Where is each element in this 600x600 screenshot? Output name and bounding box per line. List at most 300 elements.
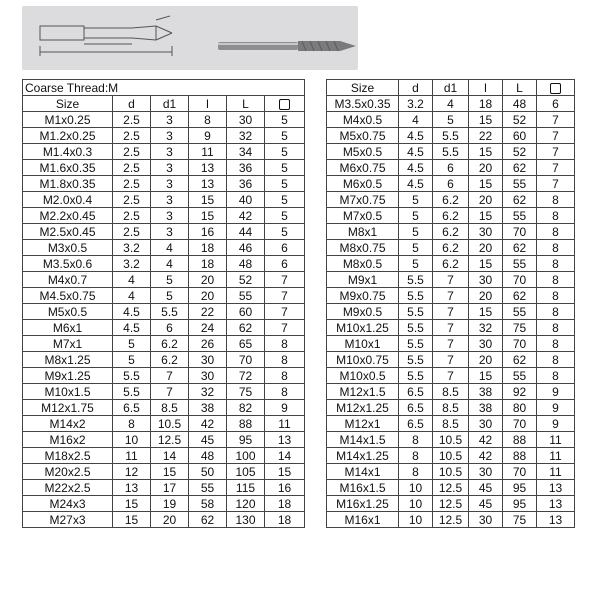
l-cell: 30 — [469, 224, 503, 240]
size-cell: M1.8x0.35 — [23, 176, 113, 192]
l-cell: 22 — [469, 128, 503, 144]
L-cell: 62 — [227, 320, 265, 336]
L-cell: 62 — [503, 240, 537, 256]
d-cell: 15 — [113, 512, 151, 528]
header-square — [265, 96, 305, 112]
table-row — [23, 400, 305, 416]
d1-cell: 15 — [151, 464, 189, 480]
square-cell: 18 — [265, 512, 305, 528]
d-cell: 2.5 — [113, 192, 151, 208]
L-cell: 75 — [503, 512, 537, 528]
square-cell: 6 — [265, 256, 305, 272]
square-cell: 6 — [537, 96, 575, 112]
table-row — [23, 304, 305, 320]
square-cell: 9 — [537, 416, 575, 432]
size-cell: M1.2x0.25 — [23, 128, 113, 144]
size-cell: M27x3 — [23, 512, 113, 528]
size-cell: M7x1 — [23, 336, 113, 352]
d-cell: 2.5 — [113, 144, 151, 160]
d-cell: 5.5 — [113, 368, 151, 384]
d-cell: 4 — [399, 112, 433, 128]
table-row — [23, 480, 305, 496]
coarse-thread-table — [22, 79, 305, 528]
square-cell: 7 — [537, 176, 575, 192]
d1-cell: 14 — [151, 448, 189, 464]
L-cell: 70 — [503, 272, 537, 288]
L-cell: 55 — [503, 176, 537, 192]
square-cell: 7 — [265, 320, 305, 336]
d-cell: 11 — [113, 448, 151, 464]
table-row — [327, 112, 575, 128]
d-cell: 5.5 — [113, 384, 151, 400]
header-size: Size — [23, 96, 113, 112]
square-cell: 14 — [265, 448, 305, 464]
size-cell: M18x2.5 — [23, 448, 113, 464]
table-row — [23, 512, 305, 528]
L-cell: 55 — [503, 368, 537, 384]
square-cell: 8 — [537, 240, 575, 256]
L-cell: 82 — [227, 400, 265, 416]
d1-cell: 4 — [433, 96, 469, 112]
table-row — [327, 96, 575, 112]
size-cell: M3x0.5 — [23, 240, 113, 256]
size-cell: M5x0.5 — [23, 304, 113, 320]
header-d1: d1 — [151, 96, 189, 112]
table-row — [327, 160, 575, 176]
d1-cell: 6 — [433, 160, 469, 176]
square-cell: 9 — [537, 384, 575, 400]
table-row — [327, 352, 575, 368]
d-cell: 8 — [399, 464, 433, 480]
table-row — [327, 240, 575, 256]
square-cell: 8 — [537, 288, 575, 304]
size-cell: M4x0.7 — [23, 272, 113, 288]
l-cell: 15 — [469, 144, 503, 160]
L-cell: 105 — [227, 464, 265, 480]
d-cell: 2.5 — [113, 160, 151, 176]
size-cell: M7x0.75 — [327, 192, 399, 208]
d1-cell: 7 — [433, 288, 469, 304]
square-cell: 7 — [265, 304, 305, 320]
l-cell: 15 — [469, 112, 503, 128]
l-cell: 20 — [469, 192, 503, 208]
l-cell: 48 — [189, 448, 227, 464]
d1-cell: 5 — [433, 112, 469, 128]
size-cell: M9x1.25 — [23, 368, 113, 384]
d1-cell: 12.5 — [151, 432, 189, 448]
L-cell: 95 — [227, 432, 265, 448]
square-cell: 8 — [537, 192, 575, 208]
L-cell: 92 — [503, 384, 537, 400]
d-cell: 3.2 — [113, 240, 151, 256]
d-cell: 4 — [113, 288, 151, 304]
l-cell: 30 — [189, 352, 227, 368]
table-row — [23, 240, 305, 256]
l-cell: 62 — [189, 512, 227, 528]
d1-cell: 8.5 — [433, 384, 469, 400]
size-cell: M16x1.25 — [327, 496, 399, 512]
l-cell: 15 — [469, 208, 503, 224]
size-cell: M9x1 — [327, 272, 399, 288]
table-row — [327, 384, 575, 400]
d1-cell: 6.2 — [433, 224, 469, 240]
L-cell: 42 — [227, 208, 265, 224]
square-cell: 5 — [265, 144, 305, 160]
d1-cell: 6.2 — [151, 352, 189, 368]
d-cell: 5 — [399, 240, 433, 256]
l-cell: 42 — [469, 448, 503, 464]
size-cell: M12x1 — [327, 416, 399, 432]
size-cell: M14x2 — [23, 416, 113, 432]
square-cell: 16 — [265, 480, 305, 496]
L-cell: 70 — [503, 416, 537, 432]
d-cell: 5.5 — [399, 352, 433, 368]
square-cell: 8 — [265, 336, 305, 352]
square-cell: 8 — [537, 272, 575, 288]
l-cell: 30 — [469, 272, 503, 288]
size-cell: M6x1 — [23, 320, 113, 336]
d1-cell: 3 — [151, 128, 189, 144]
size-cell: M10x1 — [327, 336, 399, 352]
l-cell: 42 — [189, 416, 227, 432]
square-cell: 8 — [265, 384, 305, 400]
square-cell: 8 — [537, 256, 575, 272]
size-cell: M10x1.25 — [327, 320, 399, 336]
square-cell: 13 — [265, 432, 305, 448]
d-cell: 10 — [399, 496, 433, 512]
square-cell: 5 — [265, 208, 305, 224]
square-cell: 7 — [537, 128, 575, 144]
table-row — [327, 128, 575, 144]
L-cell: 55 — [503, 208, 537, 224]
square-cell: 6 — [265, 240, 305, 256]
d1-cell: 7 — [433, 336, 469, 352]
left-header-row — [23, 96, 305, 112]
square-cell: 15 — [265, 464, 305, 480]
L-cell: 70 — [227, 352, 265, 368]
square-cell: 8 — [265, 352, 305, 368]
size-cell: M2.0x0.4 — [23, 192, 113, 208]
d1-cell: 8.5 — [151, 400, 189, 416]
square-cell: 7 — [537, 144, 575, 160]
l-cell: 32 — [469, 320, 503, 336]
d-cell: 5 — [399, 224, 433, 240]
l-cell: 11 — [189, 144, 227, 160]
d-cell: 2.5 — [113, 112, 151, 128]
d1-cell: 12.5 — [433, 496, 469, 512]
d1-cell: 7 — [433, 304, 469, 320]
size-cell: M12x1.25 — [327, 400, 399, 416]
square-cell: 5 — [265, 192, 305, 208]
d-cell: 6.5 — [399, 384, 433, 400]
d1-cell: 3 — [151, 112, 189, 128]
d1-cell: 20 — [151, 512, 189, 528]
table-row — [327, 448, 575, 464]
d-cell: 2.5 — [113, 176, 151, 192]
d1-cell: 6.2 — [433, 240, 469, 256]
square-cell: 8 — [537, 320, 575, 336]
d1-cell: 7 — [433, 368, 469, 384]
square-cell: 11 — [537, 432, 575, 448]
square-cell: 5 — [265, 160, 305, 176]
L-cell: 75 — [227, 384, 265, 400]
d1-cell: 6.2 — [151, 336, 189, 352]
L-cell: 52 — [503, 144, 537, 160]
square-cell: 11 — [265, 416, 305, 432]
square-cell: 7 — [537, 112, 575, 128]
size-cell: M8x1.25 — [23, 352, 113, 368]
d1-cell: 3 — [151, 144, 189, 160]
L-cell: 36 — [227, 176, 265, 192]
size-cell: M9x0.75 — [327, 288, 399, 304]
table-row — [327, 416, 575, 432]
d-cell: 15 — [113, 496, 151, 512]
d-cell: 10 — [399, 512, 433, 528]
l-cell: 20 — [469, 240, 503, 256]
right-header-row — [327, 80, 575, 96]
size-cell: M14x1 — [327, 464, 399, 480]
l-cell: 22 — [189, 304, 227, 320]
size-cell: M22x2.5 — [23, 480, 113, 496]
square-cell: 11 — [537, 464, 575, 480]
d-cell: 10 — [113, 432, 151, 448]
d1-cell: 7 — [433, 352, 469, 368]
L-cell: 70 — [503, 224, 537, 240]
d1-cell: 12.5 — [433, 512, 469, 528]
size-cell: M6x0.75 — [327, 160, 399, 176]
square-cell: 7 — [265, 272, 305, 288]
d-cell: 4.5 — [113, 320, 151, 336]
d-cell: 4.5 — [399, 128, 433, 144]
l-cell: 15 — [189, 192, 227, 208]
d1-cell: 6.2 — [433, 208, 469, 224]
table-row — [327, 176, 575, 192]
size-cell: M2.5x0.45 — [23, 224, 113, 240]
table-row — [327, 368, 575, 384]
d-cell: 5 — [399, 256, 433, 272]
L-cell: 88 — [503, 448, 537, 464]
table-row — [23, 288, 305, 304]
size-cell: M16x2 — [23, 432, 113, 448]
size-cell: M1.4x0.3 — [23, 144, 113, 160]
size-cell: M14x1.5 — [327, 432, 399, 448]
table-row — [327, 224, 575, 240]
header-d1: d1 — [433, 80, 469, 96]
d1-cell: 6 — [433, 176, 469, 192]
size-cell: M3.5x0.6 — [23, 256, 113, 272]
d-cell: 4.5 — [399, 176, 433, 192]
d1-cell: 3 — [151, 208, 189, 224]
size-cell: M4.5x0.75 — [23, 288, 113, 304]
L-cell: 62 — [503, 288, 537, 304]
tap-photo-image — [218, 41, 356, 51]
square-icon — [550, 83, 561, 94]
L-cell: 40 — [227, 192, 265, 208]
l-cell: 30 — [469, 336, 503, 352]
square-cell: 8 — [537, 368, 575, 384]
d-cell: 3.2 — [113, 256, 151, 272]
table-row — [327, 304, 575, 320]
d-cell: 2.5 — [113, 128, 151, 144]
table-row — [23, 224, 305, 240]
d1-cell: 8.5 — [433, 416, 469, 432]
square-cell: 8 — [537, 208, 575, 224]
l-cell: 26 — [189, 336, 227, 352]
l-cell: 9 — [189, 128, 227, 144]
L-cell: 52 — [227, 272, 265, 288]
l-cell: 13 — [189, 176, 227, 192]
size-cell: M1x0.25 — [23, 112, 113, 128]
l-cell: 20 — [469, 352, 503, 368]
square-cell: 7 — [265, 288, 305, 304]
table-row — [327, 144, 575, 160]
d1-cell: 7 — [151, 368, 189, 384]
d-cell: 6.5 — [399, 416, 433, 432]
L-cell: 32 — [227, 128, 265, 144]
l-cell: 30 — [469, 512, 503, 528]
l-cell: 15 — [469, 176, 503, 192]
square-cell: 8 — [537, 224, 575, 240]
header-l: l — [469, 80, 503, 96]
d1-cell: 17 — [151, 480, 189, 496]
l-cell: 32 — [189, 384, 227, 400]
size-cell: M10x0.5 — [327, 368, 399, 384]
d1-cell: 4 — [151, 256, 189, 272]
size-cell: M3.5x0.35 — [327, 96, 399, 112]
table-row — [23, 496, 305, 512]
d-cell: 5.5 — [399, 336, 433, 352]
header-d: d — [399, 80, 433, 96]
coarse-thread-label: Coarse Thread:M — [23, 80, 305, 96]
d1-cell: 6.2 — [433, 256, 469, 272]
table-row — [23, 272, 305, 288]
d1-cell: 7 — [433, 320, 469, 336]
L-cell: 80 — [503, 400, 537, 416]
d1-cell: 3 — [151, 160, 189, 176]
table-row — [327, 400, 575, 416]
L-cell: 95 — [503, 496, 537, 512]
d-cell: 5.5 — [399, 368, 433, 384]
l-cell: 30 — [469, 416, 503, 432]
square-cell: 8 — [537, 336, 575, 352]
L-cell: 44 — [227, 224, 265, 240]
square-cell: 5 — [265, 224, 305, 240]
size-cell: M7x0.5 — [327, 208, 399, 224]
d-cell: 6.5 — [399, 400, 433, 416]
d-cell: 5.5 — [399, 272, 433, 288]
d-cell: 5 — [399, 208, 433, 224]
L-cell: 115 — [227, 480, 265, 496]
header-d: d — [113, 96, 151, 112]
l-cell: 38 — [469, 384, 503, 400]
l-cell: 50 — [189, 464, 227, 480]
table-row — [23, 384, 305, 400]
d1-cell: 10.5 — [151, 416, 189, 432]
L-cell: 70 — [503, 336, 537, 352]
L-cell: 95 — [503, 480, 537, 496]
d1-cell: 5.5 — [433, 144, 469, 160]
table-row — [23, 448, 305, 464]
header-L: L — [503, 80, 537, 96]
coarse-thread-label-row — [23, 80, 305, 96]
square-cell: 13 — [537, 496, 575, 512]
L-cell: 120 — [227, 496, 265, 512]
L-cell: 100 — [227, 448, 265, 464]
table-row — [327, 320, 575, 336]
size-cell: M10x1.5 — [23, 384, 113, 400]
d1-cell: 3 — [151, 192, 189, 208]
L-cell: 55 — [503, 304, 537, 320]
table-row — [23, 432, 305, 448]
L-cell: 70 — [503, 464, 537, 480]
d-cell: 4.5 — [399, 160, 433, 176]
table-row — [23, 192, 305, 208]
L-cell: 88 — [503, 432, 537, 448]
l-cell: 20 — [469, 160, 503, 176]
d1-cell: 5 — [151, 288, 189, 304]
l-cell: 8 — [189, 112, 227, 128]
L-cell: 30 — [227, 112, 265, 128]
square-cell: 9 — [265, 400, 305, 416]
square-cell: 8 — [537, 304, 575, 320]
l-cell: 15 — [469, 368, 503, 384]
size-cell: M24x3 — [23, 496, 113, 512]
L-cell: 55 — [227, 288, 265, 304]
d1-cell: 8.5 — [433, 400, 469, 416]
square-cell: 9 — [537, 400, 575, 416]
header-l: l — [189, 96, 227, 112]
tap-technical-diagram — [40, 16, 172, 56]
size-cell: M20x2.5 — [23, 464, 113, 480]
square-cell: 5 — [265, 176, 305, 192]
d-cell: 8 — [399, 432, 433, 448]
l-cell: 20 — [189, 288, 227, 304]
table-row — [327, 256, 575, 272]
square-cell: 11 — [537, 448, 575, 464]
d1-cell: 4 — [151, 240, 189, 256]
header-square — [537, 80, 575, 96]
table-row — [23, 128, 305, 144]
L-cell: 65 — [227, 336, 265, 352]
square-cell: 8 — [537, 352, 575, 368]
square-cell: 13 — [537, 512, 575, 528]
l-cell: 30 — [469, 464, 503, 480]
size-cell: M10x0.75 — [327, 352, 399, 368]
l-cell: 18 — [469, 96, 503, 112]
l-cell: 45 — [189, 432, 227, 448]
L-cell: 72 — [227, 368, 265, 384]
d-cell: 3.2 — [399, 96, 433, 112]
square-cell: 5 — [265, 128, 305, 144]
l-cell: 16 — [189, 224, 227, 240]
L-cell: 75 — [503, 320, 537, 336]
table-row — [327, 336, 575, 352]
L-cell: 60 — [503, 128, 537, 144]
L-cell: 130 — [227, 512, 265, 528]
d-cell: 5.5 — [399, 288, 433, 304]
L-cell: 48 — [503, 96, 537, 112]
header-size: Size — [327, 80, 399, 96]
table-row — [327, 464, 575, 480]
l-cell: 38 — [189, 400, 227, 416]
d-cell: 5 — [113, 336, 151, 352]
d1-cell: 10.5 — [433, 432, 469, 448]
d-cell: 2.5 — [113, 208, 151, 224]
L-cell: 55 — [503, 256, 537, 272]
d-cell: 8 — [399, 448, 433, 464]
d-cell: 4.5 — [113, 304, 151, 320]
d1-cell: 3 — [151, 176, 189, 192]
